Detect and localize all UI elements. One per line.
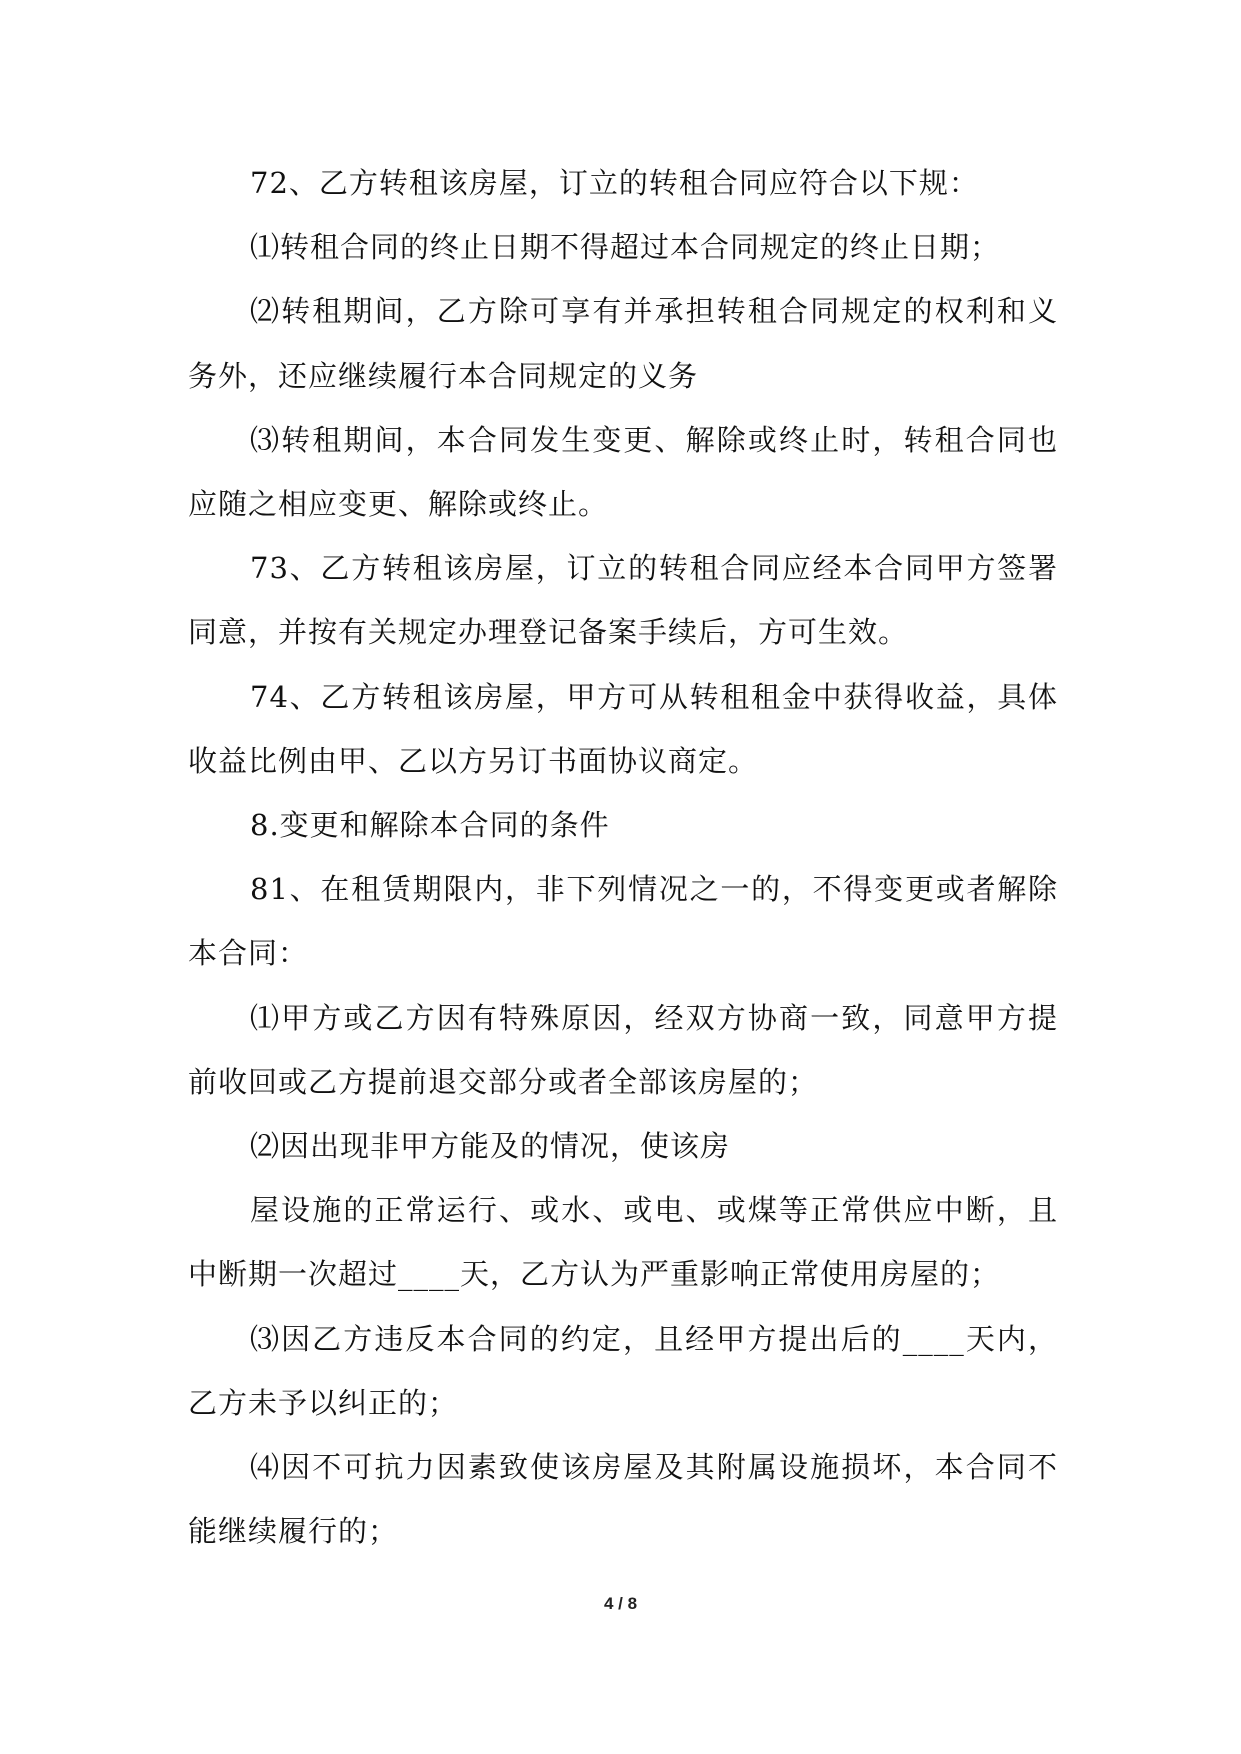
paragraph-clause-74: 74、乙方转租该房屋，甲方可从转租租金中获得收益，具体收益比例由甲、乙以方另订书面协议商定。 xyxy=(188,679,1058,778)
paragraph-clause-72-item-3: ⑶转租期间，本合同发生变更、解除或终止时，转租合同也应随之相应变更、解除或终止。 xyxy=(188,422,1058,522)
paragraph-clause-81-item-2-continued: 屋设施的正常运行、或水、或电、或煤等正常供应中断，且中断期一次超过____天，乙方认为严重影响正常使用房屋的； xyxy=(188,1193,1058,1292)
paragraph-clause-72-item-1: ⑴转租合同的终止日期不得超过本合同规定的终止日期； xyxy=(250,230,1001,265)
section-heading-8: 8.变更和解除本合同的条件 xyxy=(250,808,610,843)
paragraph-clause-72-item-2: ⑵转租期间，乙方除可享有并承担转租合同规定的权利和义务外，还应继续履行本合同规定的义务 xyxy=(188,294,1058,393)
page-number: 4 / 8 xyxy=(603,1594,638,1613)
paragraph-clause-81-item-4: ⑷因不可抗力因素致使该房屋及其附属设施损坏，本合同不能继续履行的； xyxy=(188,1450,1058,1549)
paragraph-clause-73: 73、乙方转租该房屋，订立的转租合同应经本合同甲方签署同意，并按有关规定办理登记备案手续后，方可生效。 xyxy=(188,551,1058,650)
paragraph-clause-72: 72、乙方转租该房屋，订立的转租合同应符合以下规： xyxy=(250,166,979,200)
paragraph-clause-81-item-1: ⑴甲方或乙方因有特殊原因，经双方协商一致，同意甲方提前收回或乙方提前退交部分或者全部该房屋的； xyxy=(188,1000,1058,1099)
paragraph-clause-81-item-3: ⑶因乙方违反本合同的约定，且经甲方提出后的____天内，乙方未予以纠正的； xyxy=(188,1321,1058,1420)
paragraph-clause-81-item-2: ⑵因出现非甲方能及的情况，使该房 xyxy=(250,1129,731,1164)
paragraph-clause-81: 81、在租赁期限内，非下列情况之一的，不得变更或者解除本合同： xyxy=(188,872,1058,971)
document-body xyxy=(188,151,1058,1563)
